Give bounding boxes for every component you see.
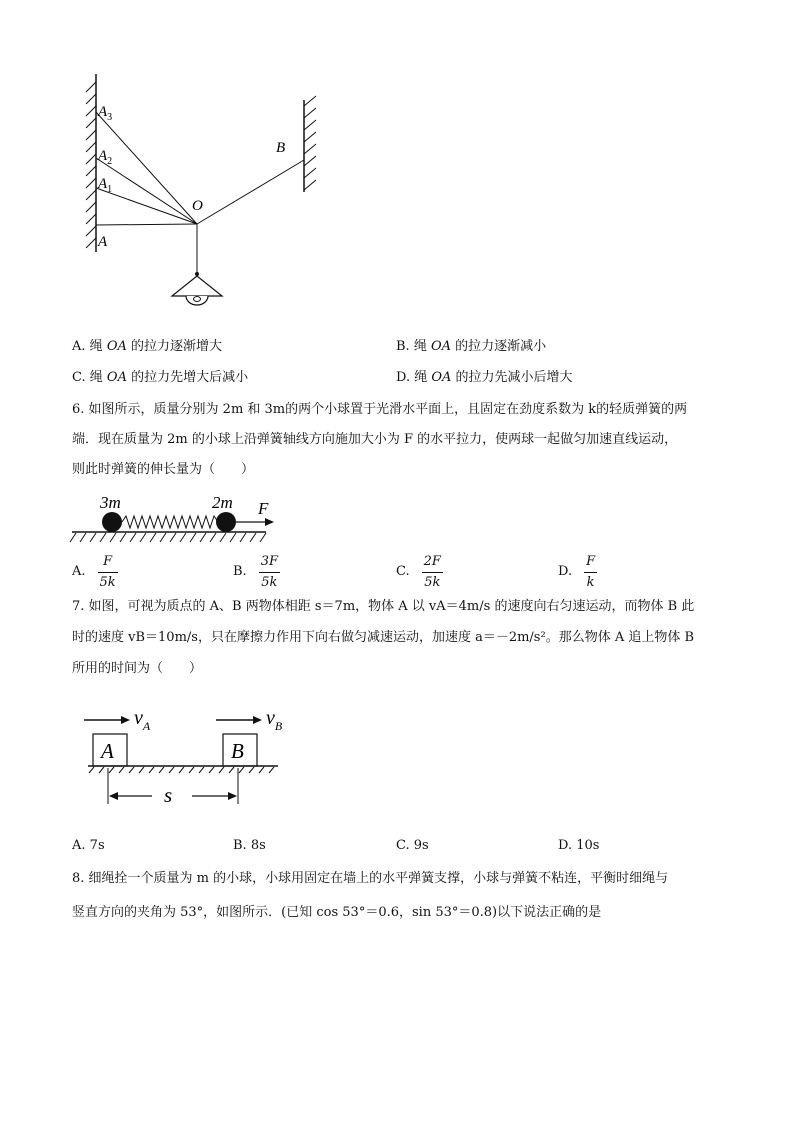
arrow-head-icon	[121, 716, 130, 724]
q6-option-b[interactable]	[233, 552, 280, 592]
label-a3: $A_3$	[98, 104, 113, 123]
label-vb: $v_B$	[266, 707, 283, 733]
option-letter: C.	[72, 370, 86, 385]
q5-option-d[interactable]	[396, 368, 573, 388]
label-b: B	[276, 140, 286, 156]
option-text: 的拉力逐渐减小	[451, 339, 547, 354]
option-text: 绳	[89, 339, 107, 354]
arrow-head-icon	[265, 518, 274, 526]
fraction: $\frac{2F}{5k}$	[423, 553, 441, 590]
fraction: $\frac{F}{k}$	[586, 553, 596, 590]
option-var: OA	[106, 339, 127, 354]
option-text: 的拉力逐渐增大	[126, 339, 222, 354]
option-letter: A.	[72, 339, 86, 354]
option-text: 7s	[89, 838, 105, 853]
q7-option-c[interactable]	[396, 836, 429, 856]
spring	[122, 516, 218, 528]
q6-stem-line2: 端．现在质量为 2m 的小球上沿弹簧轴线方向施加大小为 F 的水平拉力，使两球一起做匀加速直线运动，	[72, 432, 678, 447]
option-text: 绳	[89, 370, 107, 385]
q5-option-b[interactable]	[396, 337, 546, 357]
lamp-icon	[172, 272, 222, 305]
arrow-head-icon	[228, 792, 237, 800]
q5-option-a[interactable]	[72, 337, 222, 357]
option-text: 的拉力先减小后增大	[451, 370, 573, 385]
right-wall-hatching	[304, 96, 316, 190]
option-letter: A.	[72, 564, 86, 579]
ground-hatching	[70, 533, 266, 542]
option-var: OA	[106, 370, 127, 385]
label-va: $v_A$	[134, 707, 151, 733]
rope-ob	[197, 160, 304, 224]
q8-stem-line1: 8. 细绳拴一个质量为 m 的小球，小球用固定在墙上的水平弹簧支撑，小球与弹簧不粘连，平衡时细绳与	[72, 871, 669, 886]
q7-option-a[interactable]	[72, 836, 105, 856]
option-letter: D.	[396, 370, 411, 385]
arrow-head-icon	[109, 792, 118, 800]
q6-option-c[interactable]	[396, 552, 443, 592]
q7-stem-line3: 所用的时间为（ ）	[72, 661, 203, 676]
option-text: 绳	[414, 370, 432, 385]
label-block-a: A	[101, 739, 114, 763]
option-text: 9s	[413, 838, 429, 853]
option-letter: B.	[233, 838, 247, 853]
label-block-b: B	[231, 739, 244, 763]
option-letter: B.	[233, 564, 247, 579]
q7-stem-line1: 7. 如图，可视为质点的 A、B 两物体相距 s＝7m，物体 A 以 vA＝4m/s 的速度向右匀速运动，而物体 B 此	[72, 599, 695, 614]
q7-stem-line2: 时的速度 vB＝10m/s，只在摩擦力作用下向右做匀减速运动，加速度 a＝－2m/s²。那么物体 A 追上物体 B	[72, 630, 695, 645]
arrow-head-icon	[253, 716, 262, 724]
option-letter: D.	[558, 564, 573, 579]
option-letter: A.	[72, 838, 86, 853]
q5-option-c[interactable]	[72, 368, 248, 388]
rope-oa	[96, 224, 197, 225]
label-o: O	[192, 198, 203, 214]
q6-option-a[interactable]	[72, 552, 118, 592]
q6-option-d[interactable]	[558, 552, 597, 592]
option-var: OA	[431, 370, 452, 385]
option-var: OA	[430, 339, 452, 354]
ball-2m	[216, 512, 236, 532]
q6-stem-line1: 6. 如图所示，质量分别为 2m 和 3m的两个小球置于光滑水平面上，且固定在劲度系数为 k的轻质弹簧的两	[72, 402, 688, 417]
ball-3m	[102, 512, 122, 532]
option-text: 8s	[250, 838, 266, 853]
q7-option-b[interactable]	[233, 836, 266, 856]
q6-stem-line3: 则此时弹簧的伸长量为（ ）	[72, 462, 255, 477]
ground-hatching	[89, 767, 274, 773]
q7-figure	[80, 700, 300, 812]
option-text: 10s	[576, 838, 600, 853]
label-2m: 2m	[212, 493, 233, 512]
q8-stem-line2: 竖直方向的夹角为 53°，如图所示．(已知 cos 53°＝0.6，sin 53°＝0.8)以下说法正确的是	[72, 905, 602, 920]
option-letter: D.	[558, 838, 573, 853]
label-a: A	[98, 234, 108, 250]
label-3m: 3m	[100, 493, 121, 512]
fraction: $\frac{F}{5k}$	[99, 553, 116, 590]
label-f: F	[258, 499, 269, 518]
q6-figure	[66, 490, 286, 548]
q7-option-d[interactable]	[558, 836, 599, 856]
option-letter: B.	[396, 339, 410, 354]
label-a2: $A_2$	[98, 148, 113, 167]
option-text: 绳	[413, 339, 431, 354]
option-text: 的拉力先增大后减小	[126, 370, 249, 385]
fraction: $\frac{3F}{5k}$	[260, 553, 278, 590]
option-letter: C.	[396, 838, 410, 853]
label-a1: $A_1$	[98, 176, 113, 195]
q5-figure	[60, 60, 340, 310]
label-s: s	[164, 783, 173, 807]
option-letter: C.	[396, 564, 410, 579]
left-wall-hatching	[86, 82, 96, 248]
